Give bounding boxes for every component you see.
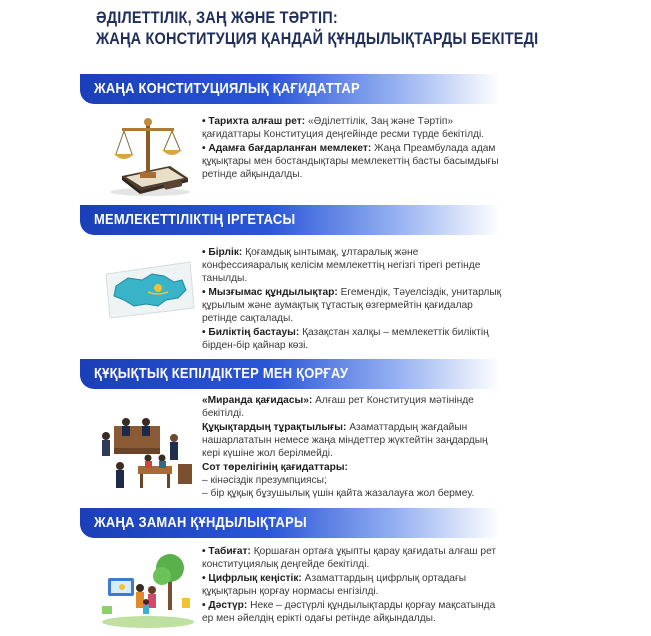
list-item: • Адамға бағдарланған мемлекет: Жаңа Преамбулада адам құқықтары мен бостандықтары мемлекеттің басты басымдығы ретінде айқындалды. bbox=[202, 143, 499, 180]
section-heading: ЖАҢА КОНСТИТУЦИЯЛЫҚ ҚАҒИДАТТАР bbox=[94, 80, 360, 97]
list-item: «Миранда қағидасы»: Алғаш рет Конституция мәтінінде бекітілді. bbox=[202, 395, 474, 419]
list-item: • Тарихта алғаш рет: «Әділеттілік, Заң және Тәртіп» қағидаттары Конституция деңгейінде ресми түрде бекітілді. bbox=[202, 116, 485, 140]
page-title bbox=[96, 8, 554, 50]
list-item: Сот төрелігінің қағидаттары: bbox=[202, 462, 348, 473]
family-and-nature-illustration bbox=[98, 550, 198, 635]
section-text-legal-guarantees bbox=[202, 394, 507, 501]
section-text-principles bbox=[202, 115, 502, 182]
scales-and-book-illustration bbox=[100, 106, 195, 203]
list-item: Құқықтардың тұрақтылығы: Азаматтардың жағдайын нашарлататын немесе жаңа міндеттер жүктейтін заңдардың кері күшіне жол берілмейді. bbox=[202, 422, 488, 459]
section-banner-principles bbox=[80, 74, 500, 104]
list-item: – бір құқық бұзушылық үшін қайта жазалауға жол бермеу. bbox=[202, 488, 475, 499]
list-item: • Бірлік: Қоғамдық ынтымақ, ұлтаралық және конфессияаралық келісім мемлекеттің негізгі тірегі ретінде танылды. bbox=[202, 247, 481, 284]
section-banner-foundation bbox=[80, 205, 500, 235]
list-item: • Табиғат: Қоршаған ортаға ұқыпты қарау қағидаты алғаш рет конституциялық деңгейде бекітілді. bbox=[202, 546, 497, 570]
section-text-new-values bbox=[202, 545, 502, 626]
title-line-1: ӘДІЛЕТТІЛІК, ЗАҢ ЖӘНЕ ТӘРТІП: bbox=[96, 9, 338, 27]
section-banner-legal-guarantees bbox=[80, 359, 500, 389]
list-item: • Цифрлық кеңістік: Азаматтардың цифрлық ортадағы құқықтарын қорғау нормасы енгізілді. bbox=[202, 573, 467, 597]
section-banner-new-values bbox=[80, 508, 500, 538]
list-item: – кінәсіздік презумпциясы; bbox=[202, 475, 327, 486]
section-heading: ЖАҢА ЗАМАН ҚҰНДЫЛЫҚТАРЫ bbox=[94, 514, 307, 531]
section-heading: ҚҰҚЫҚТЫҚ КЕПІЛДІКТЕР МЕН ҚОРҒАУ bbox=[94, 365, 349, 382]
section-text-foundation bbox=[202, 246, 502, 353]
list-item: • Дәстүр: Неке – дәстүрлі құндылықтарды қорғау мақсатында ер мен әйелдің ерікті одағы ретінде айқындалды. bbox=[202, 600, 496, 624]
list-item: • Мызғымас құндылықтар: Егемендік, Тәуелсіздік, унитарлық құрылым және аумақтық тұтастық өзгермейтін қағидалар ретінде сақталады. bbox=[202, 287, 502, 324]
kazakhstan-map-illustration bbox=[102, 256, 197, 329]
section-heading: МЕМЛЕКЕТТІЛІКТІҢ ІРГЕТАСЫ bbox=[94, 211, 296, 228]
title-line-2: ЖАҢА КОНСТИТУЦИЯ ҚАНДАЙ ҚҰНДЫЛЫҚТАРДЫ БЕКІТЕДІ bbox=[96, 30, 539, 48]
list-item: • Биліктің бастауы: Қазақстан халқы – мемлекеттік биліктің бірден-бір қайнар көзі. bbox=[202, 327, 489, 351]
courtroom-illustration bbox=[96, 416, 196, 501]
